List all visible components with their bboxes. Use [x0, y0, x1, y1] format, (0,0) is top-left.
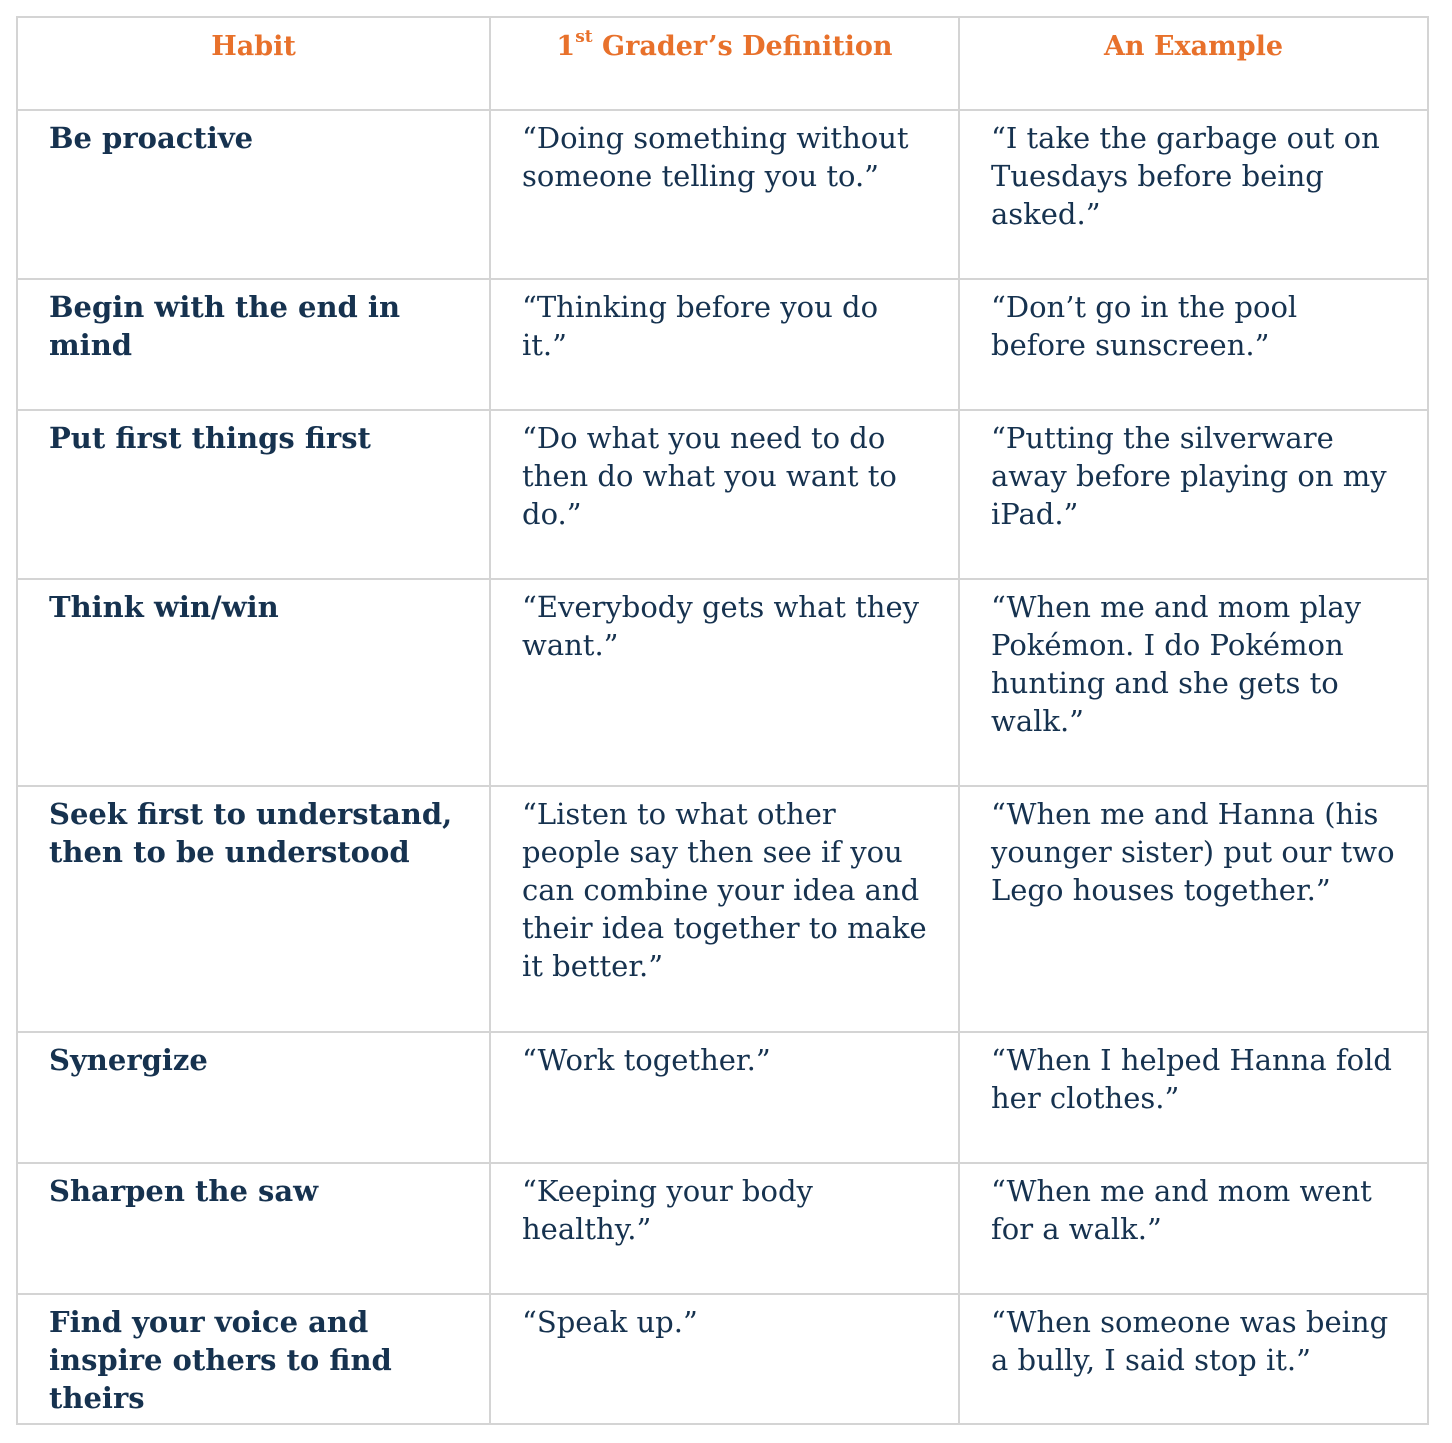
- definition-cell: “Work together.”: [490, 1032, 959, 1163]
- table-row: [17, 579, 1428, 786]
- table-row: [17, 1163, 1428, 1294]
- habits-table: [16, 16, 1429, 1425]
- habit-cell: Put first things first: [17, 410, 490, 579]
- header-row: [17, 17, 1428, 110]
- header-definition-number: 1: [556, 31, 576, 62]
- habit-cell: Synergize: [17, 1032, 490, 1163]
- definition-cell: “Do what you need to do then do what you want to do.”: [490, 410, 959, 579]
- table-row: [17, 1032, 1428, 1163]
- table-row: [17, 279, 1428, 410]
- habit-cell: Think win/win: [17, 579, 490, 786]
- example-cell: “When me and mom went for a walk.”: [959, 1163, 1428, 1294]
- header-definition-label: Grader’s Definition: [592, 31, 893, 62]
- definition-cell: “Speak up.”: [490, 1294, 959, 1424]
- habit-cell: Seek first to understand, then to be understood: [17, 786, 490, 1032]
- table-row: [17, 786, 1428, 1032]
- example-cell: “Don’t go in the pool before sunscreen.”: [959, 279, 1428, 410]
- habit-cell: Be proactive: [17, 110, 490, 279]
- definition-cell: “Everybody gets what they want.”: [490, 579, 959, 786]
- example-cell: “Putting the silverware away before playing on my iPad.”: [959, 410, 1428, 579]
- example-cell: “When me and mom play Pokémon. I do Pokémon hunting and she gets to walk.”: [959, 579, 1428, 786]
- definition-cell: “Keeping your body healthy.”: [490, 1163, 959, 1294]
- header-definition: [490, 17, 959, 110]
- table-row: [17, 410, 1428, 579]
- habit-cell: Sharpen the saw: [17, 1163, 490, 1294]
- example-cell: “I take the garbage out on Tuesdays before being asked.”: [959, 110, 1428, 279]
- habit-cell: Find your voice and inspire others to find theirs: [17, 1294, 490, 1424]
- header-definition-ordinal: st: [575, 27, 593, 47]
- table-row: [17, 110, 1428, 279]
- example-cell: “When I helped Hanna fold her clothes.”: [959, 1032, 1428, 1163]
- habit-cell: Begin with the end in mind: [17, 279, 490, 410]
- definition-cell: “Thinking before you do it.”: [490, 279, 959, 410]
- definition-cell: “Listen to what other people say then see if you can combine your idea and their idea together to make it better.”: [490, 786, 959, 1032]
- definition-cell: “Doing something without someone telling you to.”: [490, 110, 959, 279]
- table-row: [17, 1294, 1428, 1424]
- example-cell: “When me and Hanna (his younger sister) put our two Lego houses together.”: [959, 786, 1428, 1032]
- example-cell: “When someone was being a bully, I said stop it.”: [959, 1294, 1428, 1424]
- header-example: An Example: [959, 17, 1428, 110]
- header-habit: Habit: [17, 17, 490, 110]
